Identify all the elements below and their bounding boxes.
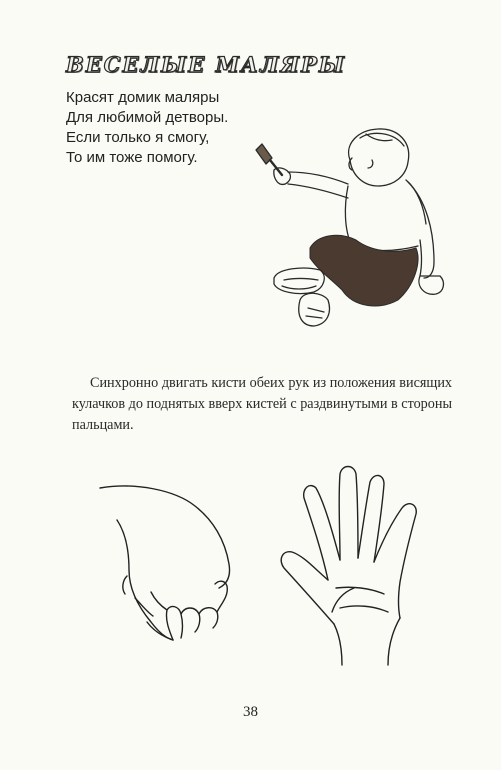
page-number: 38 bbox=[243, 704, 258, 720]
child-painting-illustration bbox=[248, 120, 458, 335]
open-hand-illustration bbox=[270, 460, 440, 675]
poem-line: Для любимой детворы. bbox=[66, 109, 229, 126]
poem-line: Красят домик маляры bbox=[66, 89, 220, 106]
poem-title: ВЕСЕЛЫЕ МАЛЯРЫ bbox=[66, 52, 347, 77]
exercise-instruction: Синхронно двигать кисти обеих рук из положения висящих кулачков до поднятых вверх кистей с раздвинутыми в стороны пальцами. bbox=[72, 375, 452, 433]
fist-hand-illustration bbox=[95, 480, 240, 655]
poem-line: То им тоже помогу. bbox=[66, 149, 198, 166]
poem-text bbox=[66, 88, 228, 168]
poem-line: Если только я смогу, bbox=[66, 129, 210, 146]
